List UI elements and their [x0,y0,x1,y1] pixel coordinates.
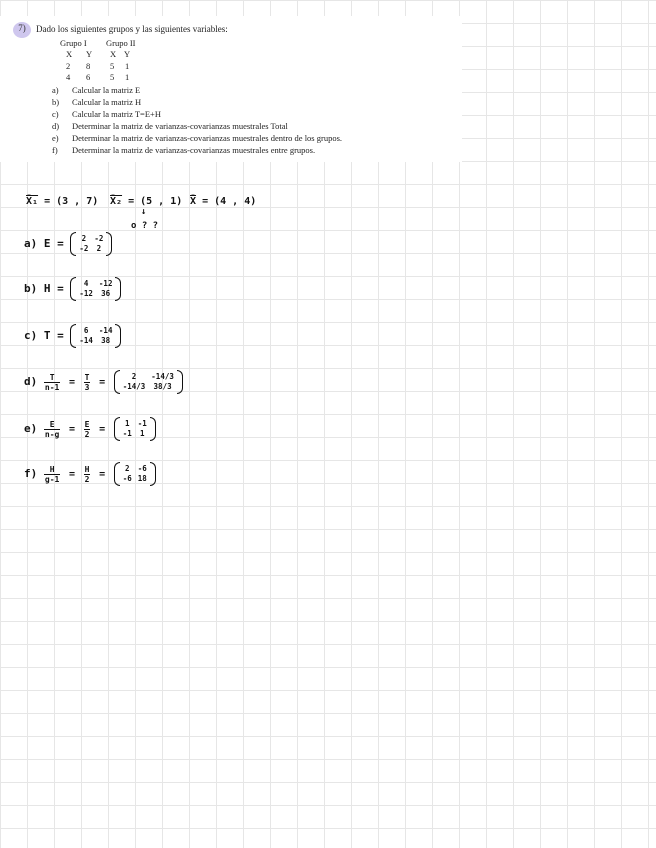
matrix-s-within: 1 -1 -1 1 [114,419,156,439]
cell-r1-x1: 2 [66,61,71,71]
cell-r1-y2: 1 [125,61,130,71]
mean-total: X̄ = (4 , 4) [190,196,257,207]
mean-group1: X̄₁ = (3 , 7) [26,196,99,207]
fraction-e-over-2: $\frac{E}{2}$ [84,419,90,439]
answer-b: b) H = 4 -12 -12 36 [24,279,121,299]
cell-r1-x2: 5 [110,61,115,71]
fraction-h-over-g-1: $\frac{H}{g-1}$ [44,464,60,484]
problem-number: 7) [18,23,26,33]
header-x1: X [66,49,73,59]
matrix-h: 4 -12 -12 36 [70,279,121,299]
item-c: c) Calcular la matriz T=E+H [52,109,161,119]
problem-intro: Dado los siguientes grupos y las siguientes variables: [36,24,228,34]
fraction-t-over-n-1: $\frac{T}{n-1}$ [44,372,60,392]
item-d: d) Determinar la matriz de varianzas-covarianzas muestrales Total [52,121,288,131]
matrix-t: 6 -14 -14 38 [70,326,121,346]
answer-e: e) $\frac{E}{n-g}$ = $\frac{E}{2}$ = 1 -1 -1 1 [24,419,156,439]
check-note: o ? ? [131,221,159,231]
group2-label: Grupo II [106,38,136,48]
item-a: a) Calcular la matriz E [52,85,141,95]
cell-r2-x1: 4 [66,72,71,82]
item-b: b) Calcular la matriz H [52,97,142,107]
header-y2: Y [124,49,131,59]
answer-f: f) $\frac{H}{g-1}$ = $\frac{H}{2}$ = 2 -6 -6 18 [24,464,156,484]
cell-r1-y1: 8 [86,61,91,71]
group1-label: Grupo I [60,38,87,48]
mean-group2: X̄₂ = (5 , 1) [110,196,183,207]
cell-r2-y2: 1 [125,72,130,82]
fraction-h-over-2: $\frac{H}{2}$ [84,464,90,484]
cell-r2-y1: 6 [86,72,91,82]
matrix-e: 2 -2 -2 2 [70,234,112,254]
header-x2: X [110,49,117,59]
header-y1: Y [86,49,93,59]
cell-r2-x2: 5 [110,72,115,82]
matrix-s-between: 2 -6 -6 18 [114,464,156,484]
fraction-e-over-n-g: $\frac{E}{n-g}$ [44,419,60,439]
item-f: f) Determinar la matriz de varianzas-covarianzas muestrales entre grupos. [52,145,316,155]
arrow-down: ↓ [141,207,147,217]
fraction-t-over-3: $\frac{T}{3}$ [84,372,90,392]
answer-c: c) T = 6 -14 -14 38 [24,326,121,346]
item-e: e) Determinar la matriz de varianzas-covarianzas muestrales dentro de los grupos. [52,133,342,143]
answer-a: a) E = 2 -2 -2 2 [24,234,112,254]
answer-d: d) $\frac{T}{n-1}$ = $\frac{T}{3}$ = 2 -14/3 -14/3 38/3 [24,372,183,392]
problem-number-badge [13,22,31,38]
matrix-s-total: 2 -14/3 -14/3 38/3 [114,372,183,392]
